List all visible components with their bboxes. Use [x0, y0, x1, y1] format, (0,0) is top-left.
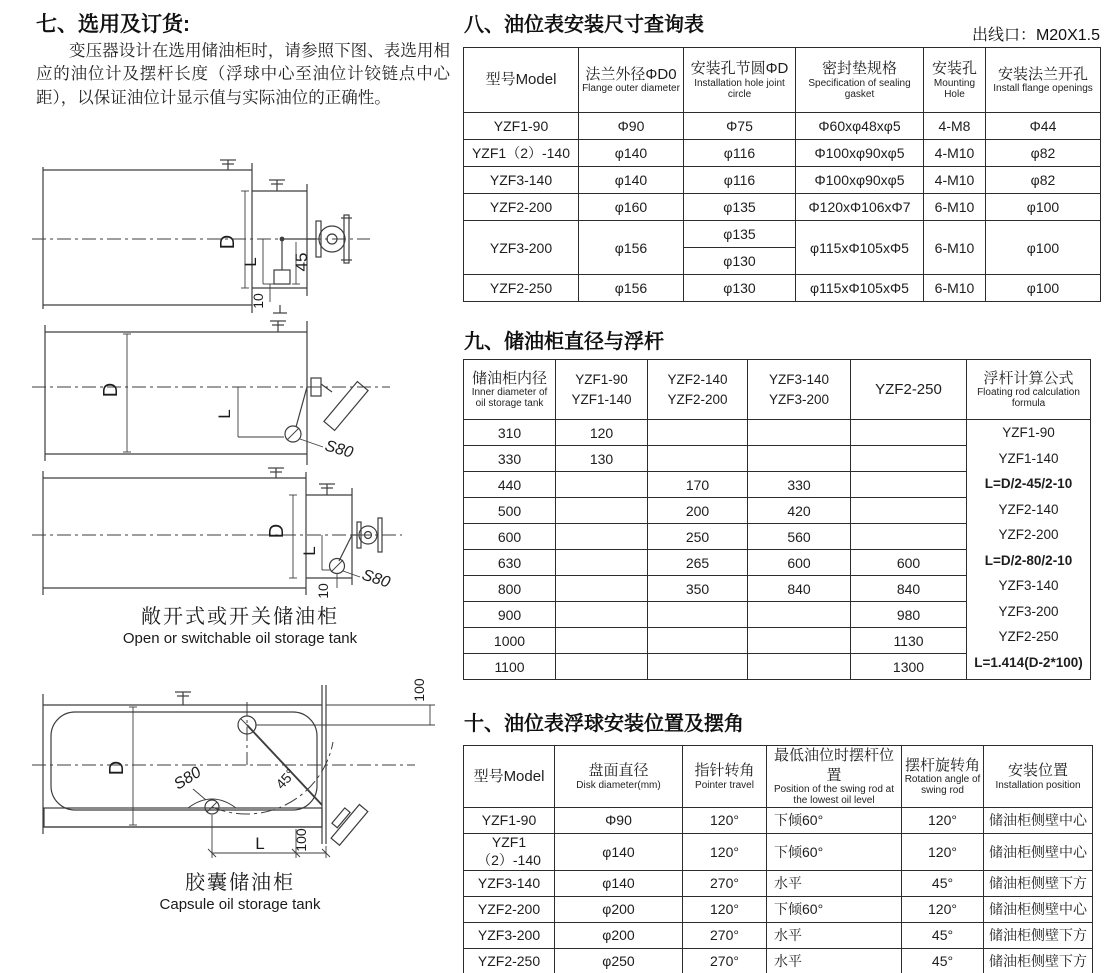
label-S80	[343, 567, 392, 592]
table-cell	[748, 602, 851, 628]
table-cell: 800	[464, 576, 556, 602]
section7-title: 七、选用及订货:	[36, 13, 190, 36]
column-header: 储油柜内径 Inner diameter of oil storage tank	[464, 360, 556, 420]
column-header: 安装法兰开孔 Install flange openings	[986, 48, 1101, 113]
dimension-L	[241, 239, 274, 284]
column-header: 安装位置 Installation position	[984, 746, 1093, 808]
table-cell: Φ60xφ48xφ5	[796, 113, 924, 140]
pipe-fitting-icon	[319, 484, 335, 495]
diagram-capsule-tank	[30, 672, 450, 872]
label-S80	[171, 764, 206, 800]
label-S80	[300, 438, 355, 462]
table-cell: Φ120xΦ106xΦ7	[796, 194, 924, 221]
table-cell: YZF1-90 YZF1-140 L=D/2-45/2-10 YZF2-140 YZF2-200 L=D/2-80/2-10 YZF3-140 YZF3-200 YZF2-250 L=1.414(D-2*100)	[967, 420, 1091, 680]
table-cell	[556, 602, 648, 628]
svg-text:45: 45	[292, 252, 311, 272]
table-cell: 储油柜侧壁中心	[984, 807, 1093, 833]
table-cell	[851, 446, 967, 472]
table-cell: 下倾60°	[767, 833, 902, 870]
table-cell: Φ100xφ90xφ5	[796, 140, 924, 167]
t9-table	[463, 359, 1091, 680]
table-cell: YZF1-90	[464, 807, 555, 833]
column-header: YZF2-250	[851, 360, 967, 420]
table-cell: YZF1（2）-140	[464, 140, 579, 167]
table-cell: Φ90	[579, 113, 684, 140]
table-cell: φ250	[555, 948, 683, 973]
table-cell: 120°	[683, 833, 767, 870]
table-cell: φ115xΦ105xΦ5	[796, 275, 924, 302]
table-cell: φ130	[684, 248, 796, 275]
column-header: 摆杆旋转角 Rotation angle of swing rod	[902, 746, 984, 808]
column-header: 安装孔 Mounting Hole	[924, 48, 986, 113]
table-cell: 900	[464, 602, 556, 628]
table-cell: 270°	[683, 922, 767, 948]
table-cell: 630	[464, 550, 556, 576]
table-cell: 1130	[851, 628, 967, 654]
table-cell	[556, 654, 648, 680]
table-cell: φ140	[579, 167, 684, 194]
pipe-fitting-icon	[269, 180, 285, 191]
column-header: 安装孔节圆ΦD Installation hole joint circle	[684, 48, 796, 113]
table-cell: Φ75	[684, 113, 796, 140]
table-cell: φ82	[986, 140, 1101, 167]
table-cell: YZF2-200	[464, 194, 579, 221]
table-cell	[556, 550, 648, 576]
table-cell: 120°	[902, 833, 984, 870]
table-cell: 980	[851, 602, 967, 628]
dimension-L-bottom	[208, 815, 330, 858]
tank-outline	[43, 163, 307, 313]
tank-outline	[43, 471, 352, 595]
table-cell: 储油柜侧壁中心	[984, 833, 1093, 870]
table-cell: 储油柜侧壁下方	[984, 922, 1093, 948]
table-cell: 350	[648, 576, 748, 602]
table-cell: 1100	[464, 654, 556, 680]
diagram-tank-tilted-gauge	[30, 318, 450, 468]
table-cell: 600	[748, 550, 851, 576]
table-cell	[748, 446, 851, 472]
pipe-fitting-icon	[268, 468, 284, 478]
section7-intro-paragraph: 变压器设计在选用储油柜时，请参照下图、表选用相应的油位计及摆杆长度（浮球中心至油位计铰链点中心距），以保证油位计显示值与实际油位的正确性。	[36, 42, 450, 107]
table-cell: φ160	[579, 194, 684, 221]
table-cell: YZF3-140	[464, 167, 579, 194]
dimension-L	[215, 387, 284, 437]
table-cell: 1300	[851, 654, 967, 680]
table-cell: 6-M10	[924, 221, 986, 275]
svg-text:S80: S80	[322, 437, 355, 462]
table-cell: 420	[748, 498, 851, 524]
svg-text:L: L	[255, 834, 265, 853]
table-cell: 储油柜侧壁下方	[984, 870, 1093, 896]
tank-outline	[45, 321, 307, 465]
table-cell: 水平	[767, 948, 902, 973]
outlet-spec-note: 出线口：M20X1.5	[971, 27, 1100, 44]
table-cell: 200	[648, 498, 748, 524]
dimension-D	[266, 495, 297, 578]
table-cell	[648, 654, 748, 680]
table-cell: 120°	[902, 807, 984, 833]
column-header: 型号Model	[464, 48, 579, 113]
svg-text:S80: S80	[171, 763, 205, 794]
float-rod	[330, 535, 353, 574]
table-cell: φ115xΦ105xΦ5	[796, 221, 924, 275]
diagram-sealed-tank	[30, 158, 450, 318]
column-header: YZF3-140 YZF3-200	[748, 360, 851, 420]
table-tank-diameter-floating-rod	[463, 359, 1091, 680]
svg-text:D: D	[217, 234, 239, 250]
caption-en: Capsule oil storage tank	[159, 896, 321, 913]
dimension-D	[100, 334, 131, 452]
oil-gauge-icon	[311, 378, 368, 430]
table-cell: YZF3-200	[464, 221, 579, 275]
table-cell: 6-M10	[924, 275, 986, 302]
caption-open-tank	[55, 600, 425, 647]
float-rod	[285, 387, 307, 442]
svg-text:10: 10	[315, 583, 331, 599]
table-cell: 下倾60°	[767, 807, 902, 833]
table-float-position-swing-angle	[463, 745, 1093, 973]
pipe-fitting-icon	[220, 160, 236, 170]
table-cell: 120	[556, 420, 648, 446]
table-cell	[556, 628, 648, 654]
column-header: YZF1-90 YZF1-140	[556, 360, 648, 420]
table-cell: 560	[748, 524, 851, 550]
table-cell: 4-M8	[924, 113, 986, 140]
table-cell: 500	[464, 498, 556, 524]
table-cell: YZF2-250	[464, 948, 555, 973]
table-cell: 250	[648, 524, 748, 550]
table-cell: 270°	[683, 948, 767, 973]
caption-en: Open or switchable oil storage tank	[122, 630, 358, 647]
section8-title: 八、油位表安装尺寸查询表	[464, 14, 704, 36]
svg-text:D: D	[266, 523, 288, 539]
section10-title: 十、油位表浮球安装位置及摆角	[464, 713, 744, 735]
column-header: YZF2-140 YZF2-200	[648, 360, 748, 420]
svg-text:100: 100	[293, 828, 309, 852]
column-header: 浮杆计算公式 Floating rod calculation formula	[967, 360, 1091, 420]
dimension-L	[300, 535, 330, 570]
table-cell: 840	[748, 576, 851, 602]
table-cell	[748, 420, 851, 446]
oil-layer	[44, 799, 322, 827]
table-cell: YZF1-90	[464, 113, 579, 140]
column-header: 最低油位时摆杆位置 Position of the swing rod at the lowest oil level	[767, 746, 902, 808]
table-cell	[748, 628, 851, 654]
pipe-fitting-icon	[270, 321, 286, 332]
table-cell: 4-M10	[924, 140, 986, 167]
table-cell: 130	[556, 446, 648, 472]
table-cell: φ100	[986, 275, 1101, 302]
caption-capsule-tank	[55, 866, 425, 913]
table-cell	[648, 446, 748, 472]
table-cell: φ116	[684, 167, 796, 194]
capsule-bag	[51, 712, 317, 810]
table-cell: 330	[464, 446, 556, 472]
table-cell: 45°	[902, 870, 984, 896]
table-cell	[851, 498, 967, 524]
table-cell: 310	[464, 420, 556, 446]
table-cell: 600	[851, 550, 967, 576]
table-cell	[556, 472, 648, 498]
table-cell: 840	[851, 576, 967, 602]
table-cell: 水平	[767, 922, 902, 948]
pipe-fitting-icon	[273, 305, 287, 313]
table-cell: φ116	[684, 140, 796, 167]
table-cell: Φ44	[986, 113, 1101, 140]
table-cell: YZF2-250	[464, 275, 579, 302]
table-cell: φ82	[986, 167, 1101, 194]
table-cell	[851, 524, 967, 550]
table-installation-dimensions	[463, 47, 1101, 302]
table-cell: φ130	[684, 275, 796, 302]
table-cell: φ200	[555, 922, 683, 948]
table-cell: 45°	[902, 948, 984, 973]
table-cell: 储油柜侧壁中心	[984, 896, 1093, 922]
caption-zh: 敞开式或开关储油柜	[141, 606, 339, 628]
label-45deg: 45°	[272, 765, 299, 793]
table-cell: φ135	[684, 194, 796, 221]
table-cell: 440	[464, 472, 556, 498]
table-cell: φ156	[579, 221, 684, 275]
table-cell	[648, 602, 748, 628]
dimension-100-top	[256, 678, 435, 725]
table-cell: φ200	[555, 896, 683, 922]
table-cell: φ100	[986, 221, 1101, 275]
svg-text:L: L	[300, 546, 319, 556]
table-cell: Φ90	[555, 807, 683, 833]
table-cell: 6-M10	[924, 194, 986, 221]
table-cell	[648, 420, 748, 446]
pipe-fitting-icon	[175, 692, 191, 705]
table-cell: 120°	[683, 807, 767, 833]
dimension-45	[292, 242, 311, 284]
svg-text:10: 10	[250, 293, 266, 309]
column-header: 盘面直径 Disk diameter(mm)	[555, 746, 683, 808]
svg-text:D: D	[106, 760, 128, 776]
column-header: 指针转角 Pointer travel	[683, 746, 767, 808]
table-cell	[851, 472, 967, 498]
table-cell: Φ100xφ90xφ5	[796, 167, 924, 194]
column-header: 密封垫规格 Specification of sealing gasket	[796, 48, 924, 113]
table-cell: 170	[648, 472, 748, 498]
section9-title: 九、储油柜直径与浮杆	[464, 331, 664, 353]
table-cell: 120°	[683, 896, 767, 922]
table-cell: 储油柜侧壁下方	[984, 948, 1093, 973]
table-cell: φ100	[986, 194, 1101, 221]
t8-table	[463, 47, 1101, 302]
column-header: 法兰外径ΦD0 Flange outer diameter	[579, 48, 684, 113]
table-cell	[851, 420, 967, 446]
table-cell: 330	[748, 472, 851, 498]
table-cell: 270°	[683, 870, 767, 896]
table-cell: 600	[464, 524, 556, 550]
svg-text:L: L	[241, 257, 260, 267]
table-cell: 45°	[902, 922, 984, 948]
table-cell: YZF2-200	[464, 896, 555, 922]
float-ball	[205, 800, 219, 814]
table-cell: 水平	[767, 870, 902, 896]
svg-text:100: 100	[411, 678, 427, 702]
table-cell: φ140	[579, 140, 684, 167]
dimension-D	[106, 707, 137, 825]
diagram-open-tank	[30, 467, 450, 600]
table-cell: YZF3-140	[464, 870, 555, 896]
oil-gauge-icon	[324, 799, 368, 846]
caption-zh: 胶囊储油柜	[185, 872, 295, 894]
table-cell	[556, 524, 648, 550]
table-cell: 265	[648, 550, 748, 576]
table-cell	[748, 654, 851, 680]
svg-text:L: L	[215, 409, 234, 419]
svg-text:D: D	[100, 382, 122, 398]
table-cell: 下倾60°	[767, 896, 902, 922]
table-cell: 1000	[464, 628, 556, 654]
table-cell: φ140	[555, 833, 683, 870]
table-cell	[556, 498, 648, 524]
table-cell: YZF3-200	[464, 922, 555, 948]
table-cell: φ156	[579, 275, 684, 302]
t10-table	[463, 745, 1093, 973]
table-cell: 120°	[902, 896, 984, 922]
table-cell: YZF1（2）-140	[464, 833, 555, 870]
table-cell	[648, 628, 748, 654]
table-cell: 4-M10	[924, 167, 986, 194]
table-cell: φ140	[555, 870, 683, 896]
table-cell	[556, 576, 648, 602]
svg-text:S80: S80	[359, 566, 393, 592]
table-cell: φ135	[684, 221, 796, 248]
column-header: 型号Model	[464, 746, 555, 808]
